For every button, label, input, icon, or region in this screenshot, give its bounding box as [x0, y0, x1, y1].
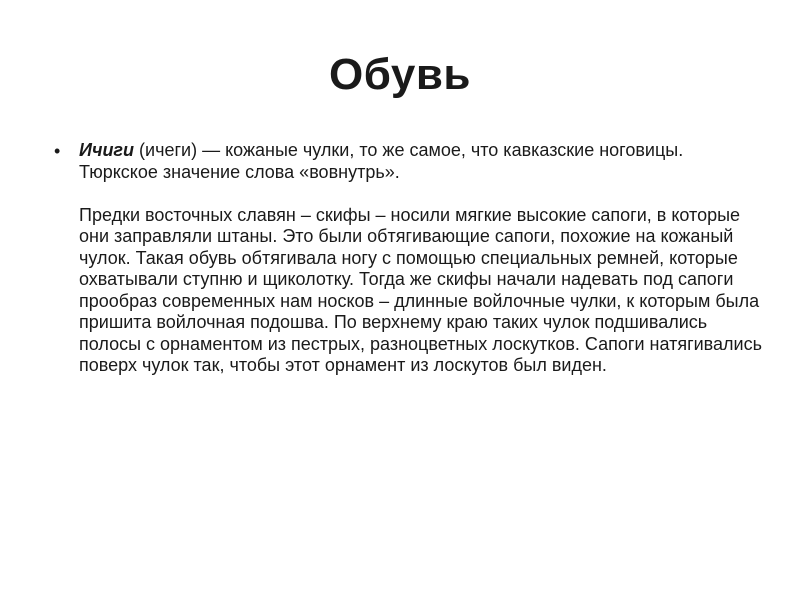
term-definition: (ичеги) — кожаные чулки, то же самое, что кавказские ноговицы. Тюркское значение слова «вовнутрь».: [79, 140, 684, 182]
term-ichigi: Ичиги: [79, 140, 135, 160]
bullet-dot-icon: •: [54, 141, 61, 161]
bullet-intro: [79, 140, 764, 183]
bullet-body-paragraph: Предки восточных славян – скифы – носили мягкие высокие сапоги, в которые они заправляли штаны. Это были обтягивающие сапоги, похожие на кожаный чулок. Такая обувь обтягивала ногу с помощью специальных ремней, которые охватывали ступню и щиколотку. Тогда же скифы начали надевать под сапоги прообраз современных нам носков – длинные войлочные чулки, к которым была пришита войлочная подошва. По верхнему краю таких чулок подшивались полосы с орнаментом из пестрых, разноцветных лоскутков. Сапоги натягивались поверх чулок так, чтобы этот орнамент из лоскутов был виден.: [79, 204, 762, 375]
slide-title: Обувь: [329, 50, 471, 99]
slide-content: [54, 140, 764, 377]
bullet-item: [54, 140, 764, 377]
